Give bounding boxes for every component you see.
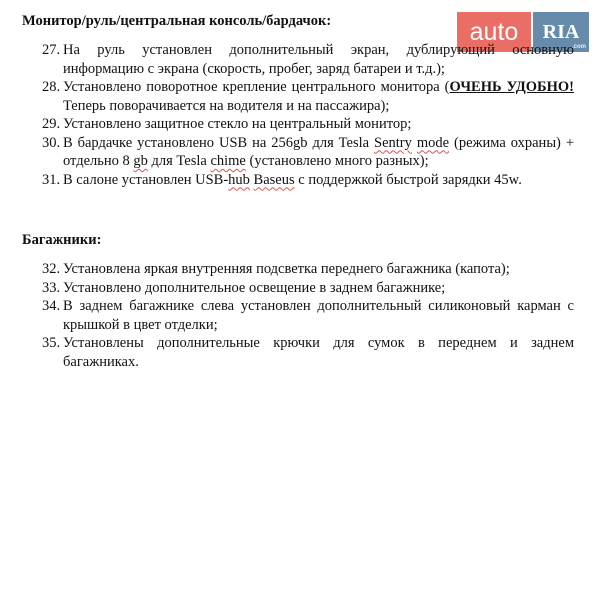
item-number: 28. [42,79,61,95]
item-number: 33. [42,279,61,296]
list-item [0,334,574,371]
list-item [0,171,574,190]
spellcheck-word: chime [210,153,246,169]
section-heading-trunks: Багажники: [22,232,102,248]
list-monitor [0,41,574,189]
spellcheck-word: gb [133,153,148,169]
item-text: Установлено дополнительное освещение в заднем багажнике; [63,279,446,296]
logo-auto-block: auto [457,12,531,52]
logo-com-text: .com [571,44,586,50]
list-item [0,134,574,171]
item-text: В бардачке установлено USB на 256gb для Tesla [63,134,375,151]
list-trunks [0,260,574,371]
item-text: Установлено поворотное крепление центрального монитора ( [63,79,450,95]
logo-ria-text: RIA [542,20,580,43]
spellcheck-word: hub [228,171,250,188]
item-number: 30. [42,134,61,151]
spellcheck-word: mode [416,134,450,151]
list-item [0,41,574,78]
item-number: 34. [42,298,61,314]
item-text: В салоне установлен USB- [63,171,229,188]
list-item [0,279,574,298]
item-text: для Tesla [147,153,211,169]
spellcheck-word: Sentry [374,134,412,151]
item-text: (режима охраны) + отдельно 8 [63,134,575,169]
item-text: Установлены дополнительные крючки для сумок в переднем и заднем багажниках. [63,335,574,370]
spellcheck-word: Baseus [253,171,295,188]
item-text-cont: Теперь поворачивается на водителя и на пассажира); [63,97,390,114]
item-number: 32. [42,261,61,277]
item-text: Установлена яркая внутренняя подсветка переднего багажника (капота); [63,261,510,277]
item-number: 35. [42,335,61,351]
section-heading-monitor: Монитор/руль/центральная консоль/бардачок: [22,13,332,29]
list-item [0,260,574,279]
list-item [0,297,574,334]
item-number: 31. [42,171,61,188]
item-number: 27. [42,42,61,58]
item-text: (установлено много разных); [245,153,429,169]
item-text: На руль установлен дополнительный экран, дублирующий основную информацию с экрана (скорость, пробег, заряд батареи и т.д.); [63,42,574,77]
item-text: В заднем багажнике слева установлен дополнительный силиконовый карман с крышкой в цвет отделки; [63,298,574,333]
item-text: с поддержкой быстрой зарядки 45w. [294,171,522,188]
list-item [0,115,574,134]
list-item [0,78,574,115]
item-number: 29. [42,116,61,132]
item-emphasis: ОЧЕНЬ УДОБНО! [449,79,575,95]
item-text: Установлено защитное стекло на центральный монитор; [63,116,412,132]
